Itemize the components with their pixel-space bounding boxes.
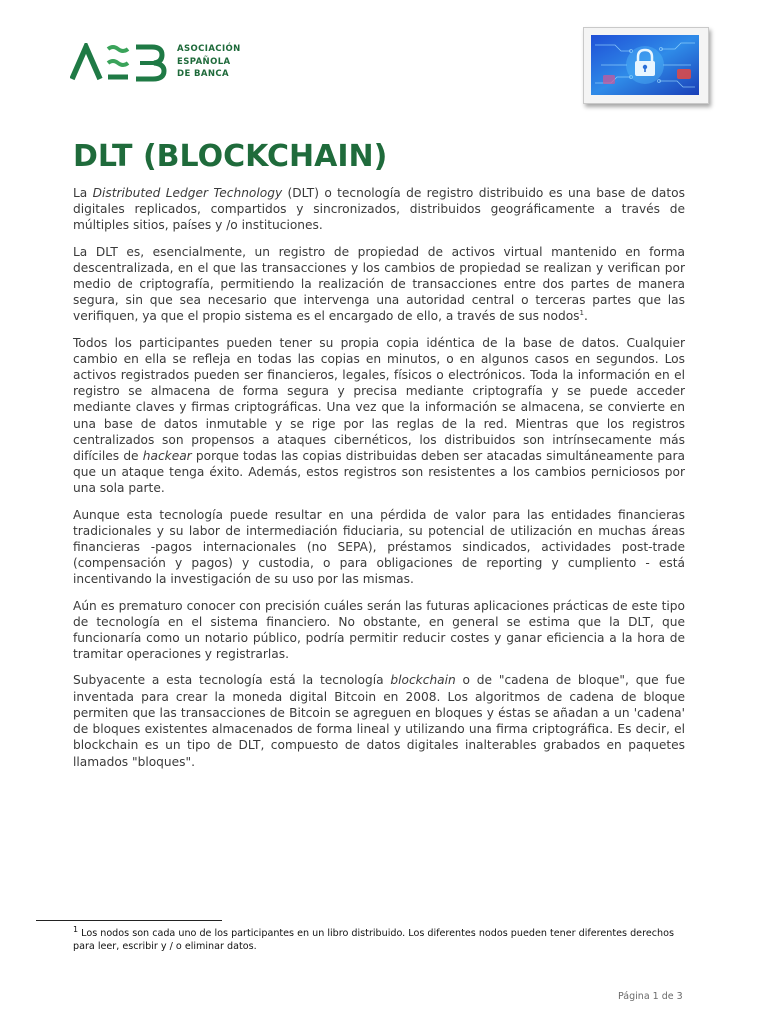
logo-line-3: DE BANCA: [177, 69, 230, 79]
footnote-text: Los nodos son cada uno de los participantes en un libro distribuido. Los diferentes nodos pueden tener diferentes derechos para leer, escribir y / o eliminar datos.: [73, 928, 674, 952]
footnote: [73, 924, 693, 953]
page-number: Página 1 de 3: [618, 991, 683, 1002]
paragraph: Aunque esta tecnología puede resultar en una pérdida de valor para las entidades financieras tradicionales y su labor de intermediación fiduciaria, su potencial de utilización en muchas áreas financieras -pagos internacionales (no SEPA), préstamos sindicados, actividades post-trade (compensación y pagos) y custodia, o para obligaciones de reporting y cumpliento - está incentivando la investigación de su uso por las mismas.: [73, 507, 685, 587]
paragraph: Subyacente a esta tecnología está la tecnología blockchain o de "cadena de bloque", que fue inventada para crear la moneda digital Bitcoin en 2008. Los algoritmos de cadena de bloque permiten que las transacciones de Bitcoin se agreguen en bloques y éstas se añadan a un 'cadena' de bloques existentes almacenados de forma lineal y utilizando una firma criptográfica. Es decir, el blockchain es un tipo de DLT, compuesto de datos digitales inalterables grabados en paquetes llamados "bloques".: [73, 673, 685, 769]
paragraph: Aún es prematuro conocer con precisión cuáles serán las futuras aplicaciones prácticas de este tipo de tecnología en el sistema financiero. No obstante, en general se estima que la DLT, que funcionaría como un notario público, podría permitir reducir costes y ganar eficiencia a la hora de tramitar operaciones y registrarlas.: [73, 598, 685, 662]
paragraph: La DLT es, esencialmente, un registro de propiedad de activos virtual mantenido en forma descentralizada, en el que las transacciones y los cambios de propiedad se realizan y verifican por medio de criptografía, permitiendo la realización de transacciones entre dos partes de manera segura, sin que sea necesario que intervenga una autoridad central o terceras partes que las verifiquen, ya que el propio sistema es el encargado de ello, a través de sus nodos$^1$.: [73, 244, 685, 324]
logo-wordmark: [177, 43, 241, 81]
footnote-number: 1: [73, 924, 79, 934]
logo-line-2: ESPAÑOLA: [177, 56, 231, 67]
document-body: [73, 185, 685, 780]
aeb-logo: [70, 43, 250, 83]
page-title: DLT (BLOCKCHAIN): [73, 139, 388, 174]
blockchain-thumbnail: [583, 27, 709, 104]
aeb-logo-mark: [70, 43, 170, 83]
logo-line-1: ASOCIACIÓN: [177, 44, 241, 54]
lock-circuit-icon: [591, 35, 699, 95]
paragraph: Todos los participantes pueden tener su propia copia idéntica de la base de datos. Cualquier cambio en ella se refleja en todas las copias en minutos, o en algunos casos en segundos. Los activos registrados pueden ser financieros, legales, físicos o electrónicos. Toda la información en el registro se almacena de forma segura y precisa mediante criptografía y se puede acceder mediante claves y firmas criptográficas. Una vez que la información se almacena, se convierte en una base de datos inmutable y se rige por las reglas de la red. Mientras que los registros centralizados son propensos a ataques cibernéticos, los distribuidos son intrínsecamente más difíciles de hackear porque todas las copias distribuidas deben ser atacadas simultáneamente para que un ataque tenga éxito. Además, estos registros son resistentes a los cambios perniciosos por una sola parte.: [73, 335, 686, 496]
paragraph: La Distributed Ledger Technology (DLT) o tecnología de registro distribuido es una base de datos digitales replicados, compartidos y sincronizados, distribuidos geográficamente a través de múltiples sitios, países y /o instituciones.: [73, 186, 685, 233]
footnote-separator: [36, 920, 222, 921]
footnote-reference: 1: [579, 309, 584, 318]
